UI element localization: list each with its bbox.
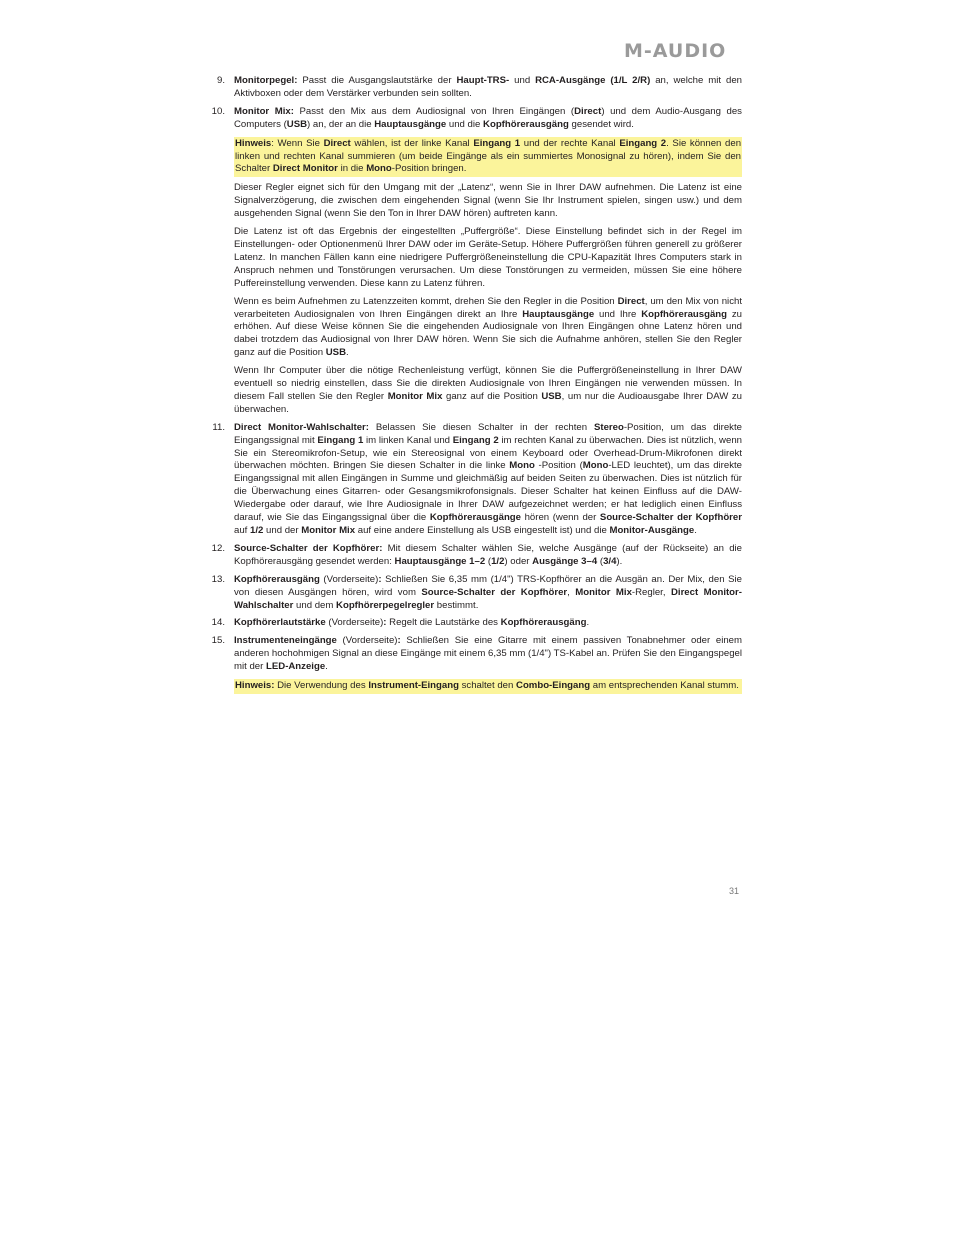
- item-text: [234, 75, 742, 99]
- bold-text: Kopfhörerpegelregler: [336, 599, 435, 611]
- bold-text: 1/2: [491, 555, 505, 567]
- text-run: und die: [446, 118, 484, 130]
- bold-text: RCA-Ausgänge (1/L 2/R): [535, 75, 651, 86]
- text-run: ,: [567, 586, 576, 598]
- bold-text: Monitor Mix: [301, 525, 356, 536]
- bold-text: Source-Schalter der Kopfhörer: [599, 512, 742, 524]
- text-run: : Wenn Sie: [271, 137, 324, 149]
- text-run: wählen, ist der linke Kanal: [350, 137, 474, 149]
- bold-text: Mono: [582, 460, 609, 472]
- text-run: -Position bringen.: [391, 163, 467, 175]
- item-text: [234, 543, 742, 567]
- text-run: (Vorderseite): [325, 617, 384, 629]
- text-run: -Position, um das direkte Eingangssignal mit: [234, 421, 742, 446]
- bold-text: Mono: [509, 460, 535, 472]
- bold-text: Hauptausgänge 1–2: [394, 555, 486, 567]
- text-run: in die: [337, 163, 367, 175]
- bold-text: :: [397, 635, 401, 647]
- text-run: schaltet den: [458, 680, 517, 692]
- item-number: 9.: [216, 75, 225, 86]
- item-text: [234, 106, 742, 130]
- text-run: gesendet wird.: [568, 118, 634, 130]
- item-number: 13.: [211, 573, 225, 585]
- item-text: [234, 422, 742, 536]
- page-number: 31: [729, 886, 740, 896]
- bold-text: Eingang 2: [619, 137, 667, 149]
- text-run: .: [694, 525, 697, 536]
- bold-text: Combo-Eingang: [516, 680, 591, 692]
- bold-text: 1/2: [250, 525, 264, 536]
- text-run: Passt den Mix aus dem Audiosignal von Ihren Eingängen (: [293, 105, 575, 117]
- paragraph: [234, 296, 742, 361]
- bold-text: Hauptausgänge: [522, 308, 595, 320]
- bold-text: Hinweis:: [235, 680, 275, 692]
- text-run: Schließen Sie eine Gitarre mit einem passiven Tonabnehmer oder einem anderen hochohmigen Signal an diese Eingänge mit einem 6,35 mm (1/4") TS-Kabel an. Prüfen Sie den Eingangspegel mit der: [234, 635, 742, 673]
- paragraph: [234, 365, 742, 417]
- text-run: , um nur die Audioausgabe Ihrer DAW zu überwachen.: [234, 390, 742, 415]
- paragraph: [234, 182, 742, 221]
- bold-text: Monitor Mix: [387, 390, 443, 402]
- text-run: und der: [263, 525, 302, 536]
- text-run: Regelt die Lautstärke des: [386, 617, 501, 629]
- list-item: [205, 574, 742, 613]
- bold-text: Eingang 2: [452, 434, 499, 446]
- item-text: [234, 574, 742, 611]
- bold-text: Monitor-Ausgänge: [609, 525, 695, 536]
- item-number: 12.: [211, 542, 225, 554]
- bold-text: USB: [541, 390, 562, 402]
- text-run: ).: [616, 555, 623, 567]
- bold-text: Kopfhörerausgäng: [500, 617, 587, 629]
- list-item: [205, 422, 742, 538]
- note-highlight: [234, 679, 742, 694]
- text-run: und dem: [293, 599, 337, 611]
- text-run: .: [346, 347, 349, 359]
- list-item: [205, 635, 742, 674]
- text-run: im rechten Kanal zu überwachen. Dies ist nützlich, wenn Sie ein Stereomikrofon-Setup, wie ein Stereosignal von einem Keyboard oder Overhead-Drum-Mikrofonen direkt überwachen möchten. Bringen Sie diesen Schalter in die linke: [234, 434, 742, 472]
- item-number: 15.: [211, 635, 225, 647]
- bold-text: Direct Monitor: [272, 163, 338, 175]
- text-run: Mit diesem Schalter wählen Sie, welche Ausgänge (auf der Rückseite) an die Kopfhörerausgäng gesendet werden:: [234, 542, 742, 567]
- text-run: (: [597, 555, 604, 567]
- text-run: -Position (: [534, 460, 583, 472]
- text-run: ) an, der an die: [307, 118, 375, 130]
- text-run: Belassen Sie diesen Schalter in der rechten: [368, 421, 594, 433]
- text-run: auf eine andere Einstellung als USB eingestellt ist) und die: [355, 525, 610, 536]
- text-run: .: [325, 661, 328, 673]
- list-item: [205, 106, 742, 132]
- text-run: bestimmt.: [434, 599, 479, 611]
- item-text: [234, 617, 589, 628]
- bold-text: Kopfhörerausgäng: [234, 573, 320, 585]
- text-run: (: [485, 555, 492, 567]
- text-run: Die Verwendung des: [274, 680, 369, 692]
- item-text: [234, 635, 742, 672]
- text-run: -LED leuchtet), um das direkte Eingangssignal mit allen Eingängen in Summe und gleichmäßig auf beiden Seiten zu überwachen. Dies ist nützlich für die Überwachung eines Gitarren- oder Gesangsmikrofonsignals. Dieser Schalter hat keinen Einfluss auf die DAW-Wiedergabe oder darauf, wie Ihre Audiosignale in Ihrer DAW aufgezeichnet werden; er hat lediglich einen Einfluss darauf, wie Sie das Eingangssignal über die: [234, 460, 742, 524]
- bold-text: Direct: [617, 295, 645, 307]
- bold-text: LED-Anzeige: [266, 661, 326, 673]
- bold-text: USB: [325, 347, 347, 359]
- bold-text: Instrumenteneingänge: [234, 635, 337, 647]
- text-run: . Sie können den linken und rechten Kanal summieren (um beide Eingänge als ein summiertes Monosignal zu hören), indem Sie den Schalter: [235, 137, 742, 175]
- bold-text: Kopfhörerausgäng: [641, 308, 728, 320]
- bold-text: Kopfhörerausgänge: [429, 512, 521, 524]
- text-run: und der rechte Kanal: [520, 137, 620, 149]
- bold-text: Hauptausgänge: [374, 118, 447, 130]
- text-run: am entsprechenden Kanal stumm.: [590, 680, 739, 692]
- brand-logo: M-AUDIO: [624, 40, 727, 62]
- bold-text: Monitorpegel:: [234, 75, 298, 86]
- bold-text: Mono: [366, 163, 392, 175]
- bold-text: Hinweis: [235, 137, 272, 149]
- text-run: Dieser Regler eignet sich für den Umgang mit der „Latenz“, wenn Sie in Ihrer DAW aufnehmen. Die Latenz ist eine Signalverzögerung, die zwischen dem eingehenden Signal (wenn Sie Ihr Instrument spielen, singen usw.) und dem ausgehenden Signal (wenn Sie den Ton in Ihrer DAW hören) auftreten kann.: [234, 182, 742, 220]
- text-run: ) und dem Audio-Ausgang des Computers (: [234, 105, 742, 130]
- manual-content: [205, 75, 742, 699]
- text-run: Passt die Ausgangslautstärke der: [297, 75, 457, 86]
- list-item: [205, 75, 742, 101]
- item-number: 10.: [211, 105, 225, 117]
- list-item: [205, 617, 742, 630]
- bold-text: 3/4: [603, 555, 617, 567]
- text-run: ) oder: [504, 555, 533, 567]
- bold-text: Direct Monitor-Wahlschalter:: [234, 421, 369, 433]
- text-run: (Vorderseite): [319, 573, 379, 585]
- bold-text: :: [378, 573, 382, 585]
- text-run: Wenn Ihr Computer über die nötige Rechenleistung verfügt, können Sie die Puffergrößeneinstellung in Ihrer DAW eventuell so niedrig einstellen, dass Sie die direkten Audiosignale von Ihren Eingängen nie verwenden müssen. In diesem Fall stellen Sie den Regler: [234, 365, 742, 402]
- bold-text: Stereo: [593, 421, 624, 433]
- bold-text: Eingang 1: [473, 137, 521, 149]
- text-run: an, welche mit den Aktivboxen oder dem Verstärker verbunden sein sollten.: [234, 75, 742, 99]
- bold-text: Direct: [574, 105, 602, 117]
- bold-text: Eingang 1: [317, 434, 364, 446]
- bold-text: Kopfhörerlautstärke: [234, 617, 326, 629]
- text-run: -Regler,: [631, 586, 671, 598]
- note-highlight: [234, 137, 742, 178]
- text-run: , um den Mix von nicht verarbeiteten Audiosignalen von Ihren Eingängen direkt an Ihre: [234, 295, 742, 320]
- paragraph: [234, 226, 742, 291]
- text-run: auf: [234, 525, 251, 536]
- text-run: Die Latenz ist oft das Ergebnis der eingestellten „Puffergröße“. Diese Einstellung befindet sich in der Regel im Einstellungen- oder Optionenmenü Ihrer DAW oder im Geräte-Setup. Höhere Puffergrößen führen generell zu größerer Latenz. In manchen Fällen kann eine niedrigere Puffergrößeneinstellung die CPU-Kapazität Ihres Computers stark in Anspruch nehmen und Tonstörungen verursachen. Um diese Tonstörungen zu vermeiden, müssen Sie eine höhere Puffereinstellung verwenden. Diese kann zu Latenz führen.: [234, 226, 742, 289]
- item-number: 14.: [211, 617, 225, 629]
- text-run: im linken Kanal und: [363, 434, 453, 446]
- text-run: Schließen Sie 6,35 mm (1/4") TRS-Kopfhörer an die Ausgän an. Der Mix, den Sie von diesen Ausgängen hören, wird vom: [234, 573, 742, 598]
- bold-text: Instrument-Eingang: [368, 680, 459, 692]
- text-run: und Ihre: [594, 308, 642, 320]
- bold-text: Source-Schalter der Kopfhörer: [421, 586, 568, 598]
- text-run: (Vorderseite): [336, 635, 398, 647]
- text-run: zu erhöhen. Auf diese Weise können Sie die eingehenden Audiosignale von Ihren Eingängen ohne Latenz hören und dabei trotzdem das Audiosignal von Ihrer DAW hören. Wenn Sie sich die Aufnahme anhören, stellen Sie den Regler ganz auf die Position: [234, 308, 742, 359]
- bold-text: Monitor Mix: [575, 586, 632, 598]
- text-run: Wenn es beim Aufnehmen zu Latenzzeiten kommt, drehen Sie den Regler in die Position: [234, 295, 618, 307]
- item-number: 11.: [212, 421, 225, 433]
- text-run: und: [509, 75, 536, 86]
- text-run: hören (wenn der: [521, 512, 600, 524]
- bold-text: Haupt-TRS-: [456, 75, 510, 86]
- bold-text: Monitor Mix:: [234, 105, 294, 117]
- bold-text: :: [383, 617, 387, 629]
- list-item: [205, 543, 742, 569]
- text-run: .: [586, 617, 590, 629]
- bold-text: Direct Monitor-Wahlschalter: [234, 586, 742, 611]
- bold-text: USB: [286, 118, 308, 130]
- bold-text: Direct: [323, 137, 351, 149]
- text-run: ganz auf die Position: [442, 390, 542, 402]
- bold-text: Ausgänge 3–4: [532, 555, 598, 567]
- bold-text: Source-Schalter der Kopfhörer:: [234, 542, 383, 554]
- bold-text: Kopfhörerausgäng: [483, 118, 569, 130]
